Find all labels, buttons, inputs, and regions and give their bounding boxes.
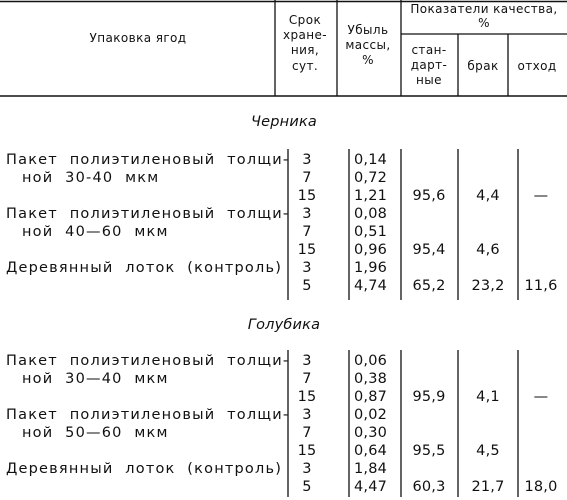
section-title: Черника <box>250 114 318 130</box>
cell-loss: 1,21 <box>354 188 388 204</box>
cell-days: 5 <box>302 479 312 495</box>
header-storage-term-line-1: Срок <box>288 13 322 27</box>
cell-waste: 11,6 <box>524 278 558 294</box>
cell-loss: 0,02 <box>354 407 388 423</box>
row-label: Пакет полиэтиленовый толщи- <box>6 353 290 369</box>
cell-loss: 0,08 <box>354 206 388 222</box>
header-defect: брак <box>467 59 499 73</box>
cell-loss: 1,96 <box>354 260 388 276</box>
header-storage-term-line-4: сут. <box>291 59 319 73</box>
cell-loss: 0,30 <box>354 425 388 441</box>
cell-standard: 95,6 <box>412 188 446 204</box>
row-label: Деревянный лоток (контроль) <box>6 461 283 477</box>
cell-days: 7 <box>302 425 312 441</box>
cell-days: 15 <box>297 389 317 405</box>
cell-loss: 0,87 <box>354 389 388 405</box>
row-label: ной 30-40 мкм <box>22 170 160 186</box>
row-label: ной 50—60 мкм <box>22 425 169 441</box>
header-packaging: Упаковка ягод <box>89 31 187 45</box>
cell-defect: 4,5 <box>476 443 500 459</box>
cell-loss: 0,14 <box>354 152 388 168</box>
cell-days: 7 <box>302 170 312 186</box>
header-standard-line-2: дарт- <box>410 58 448 72</box>
header-storage-term-line-3: ния, <box>290 43 320 57</box>
row-label: Пакет полиэтиленовый толщи- <box>6 206 290 222</box>
cell-days: 3 <box>302 206 312 222</box>
cell-standard: 65,2 <box>412 278 446 294</box>
cell-loss: 1,84 <box>354 461 388 477</box>
header-standard-line-3: ные <box>416 73 442 87</box>
cell-standard: 95,9 <box>412 389 446 405</box>
cell-defect: 23,2 <box>471 278 505 294</box>
cell-loss: 0,51 <box>354 224 388 240</box>
header-mass-loss-line-3: % <box>362 53 374 67</box>
cell-standard: 60,3 <box>412 479 446 495</box>
cell-waste: — <box>533 389 549 405</box>
cell-days: 5 <box>302 278 312 294</box>
cell-days: 3 <box>302 461 312 477</box>
cell-days: 15 <box>297 443 317 459</box>
cell-loss: 4,47 <box>354 479 388 495</box>
cell-days: 3 <box>302 152 312 168</box>
cell-defect: 4,4 <box>476 188 500 204</box>
header-quality-group-line-1: Показатели качества, <box>410 2 558 16</box>
cell-defect: 4,6 <box>476 242 500 258</box>
row-label: Деревянный лоток (контроль) <box>6 260 283 276</box>
cell-days: 7 <box>302 371 312 387</box>
cell-loss: 0,96 <box>354 242 388 258</box>
row-label: ной 40—60 мкм <box>22 224 169 240</box>
header-mass-loss-line-1: Убыль <box>347 23 389 37</box>
cell-days: 3 <box>302 353 312 369</box>
row-label: Пакет полиэтиленовый толщи- <box>6 152 290 168</box>
cell-defect: 4,1 <box>476 389 500 405</box>
cell-days: 15 <box>297 242 317 258</box>
cell-defect: 21,7 <box>471 479 505 495</box>
cell-days: 15 <box>297 188 317 204</box>
cell-loss: 0,64 <box>354 443 388 459</box>
header-standard-line-1: стан- <box>411 43 447 57</box>
cell-waste: — <box>533 188 549 204</box>
cell-days: 3 <box>302 407 312 423</box>
cell-loss: 0,72 <box>354 170 388 186</box>
cell-days: 3 <box>302 260 312 276</box>
header-storage-term-line-2: хране- <box>282 28 328 42</box>
section-title: Голубика <box>247 317 321 333</box>
header-quality-group-line-2: % <box>478 16 490 30</box>
cell-waste: 18,0 <box>524 479 558 495</box>
cell-standard: 95,5 <box>412 443 446 459</box>
row-label: Пакет полиэтиленовый толщи- <box>6 407 290 423</box>
cell-loss: 4,74 <box>354 278 388 294</box>
header-waste: отход <box>517 59 557 73</box>
row-label: ной 30—40 мкм <box>22 371 169 387</box>
cell-days: 7 <box>302 224 312 240</box>
header-mass-loss-line-2: массы, <box>345 38 391 52</box>
cell-loss: 0,38 <box>354 371 388 387</box>
cell-standard: 95,4 <box>412 242 446 258</box>
cell-loss: 0,06 <box>354 353 388 369</box>
